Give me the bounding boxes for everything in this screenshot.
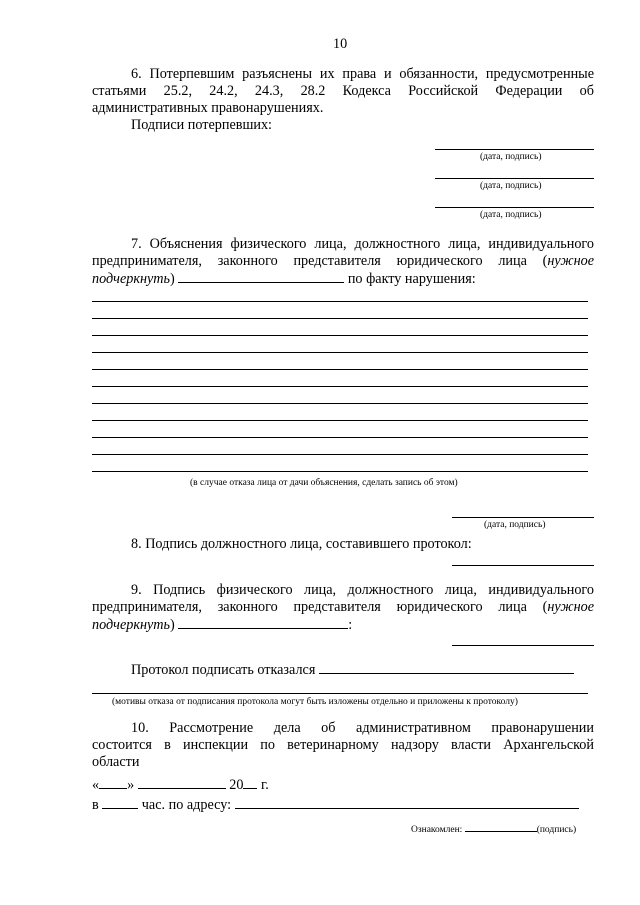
refusal-label: Протокол подписать отказался <box>131 661 574 679</box>
s7-date-signature-line[interactable] <box>452 517 594 518</box>
s10-line3: области <box>92 754 140 770</box>
officer-signature-line[interactable] <box>452 565 594 566</box>
victim-signature-line-3[interactable] <box>435 207 594 208</box>
explanation-line[interactable] <box>92 420 588 421</box>
explanation-line[interactable] <box>92 335 588 336</box>
address-field[interactable] <box>235 796 579 809</box>
explanation-line[interactable] <box>92 301 588 302</box>
victim-signature-line-1[interactable] <box>435 149 594 150</box>
s6-line1: 6. Потерпевшим разъяснены их права и обязанности, предусмотренные <box>131 66 594 82</box>
explanation-line[interactable] <box>92 437 588 438</box>
s7-underline-hint: подчеркнуть <box>92 271 171 287</box>
s9-line2-italic: нужное <box>547 599 594 615</box>
hour-field[interactable] <box>102 796 138 809</box>
s9-underline-hint: подчеркнуть <box>92 617 171 633</box>
date-signature-caption-1: (дата, подпись) <box>480 152 542 162</box>
s8-label: 8. Подпись должностного лица, составившего протокол: <box>131 536 472 552</box>
s7-violation-label: по факту нарушения: <box>347 271 476 287</box>
date-signature-caption-3: (дата, подпись) <box>480 210 542 220</box>
explanation-line[interactable] <box>92 352 588 353</box>
s6-line2: статьями 25.2, 24.2, 24.3, 28.2 Кодекса Российской Федерации об <box>92 83 594 99</box>
s9-person-field[interactable] <box>178 616 348 629</box>
day-field[interactable] <box>99 776 127 789</box>
refusal-note: (в случае отказа лица от дачи объяснения, сделать запись об этом) <box>190 478 458 488</box>
hearing-date: « » 20 г. <box>92 777 269 793</box>
s9-line2 <box>92 599 594 616</box>
s10-line2: состоится в инспекции по ветеринарному надзору власти Архангельской <box>92 737 594 753</box>
s7-line3: подчеркнуть) по факту нарушения: <box>92 271 476 287</box>
page-number: 10 <box>333 36 348 52</box>
victim-signature-line-2[interactable] <box>435 178 594 179</box>
explanation-line[interactable] <box>92 386 588 387</box>
month-field[interactable] <box>138 776 226 789</box>
hearing-time-address: в час. по адресу: <box>92 796 579 814</box>
s10-line1: 10. Рассмотрение дела об административном правонарушении <box>131 720 594 736</box>
explanation-line[interactable] <box>92 318 588 319</box>
date-signature-caption-2: (дата, подпись) <box>480 181 542 191</box>
refusal-motive-note: (мотивы отказа от подписания протокола могут быть изложены отдельно и приложены к протоколу) <box>112 697 518 707</box>
s9-signature-line[interactable] <box>452 645 594 646</box>
s7-date-signature-caption: (дата, подпись) <box>484 520 546 530</box>
acknowledged: Ознакомлен: (подпись) <box>411 822 576 836</box>
s9-line2-text: предпринимателя, законного представителя юридического лица ( <box>92 599 548 615</box>
s7-line2-text: предпринимателя, законного представителя юридического лица ( <box>92 253 548 269</box>
acknowledged-signature-field[interactable] <box>465 822 537 832</box>
s6-line3: административных правонарушениях. <box>92 100 324 116</box>
explanation-line[interactable] <box>92 454 588 455</box>
explanation-line[interactable] <box>92 403 588 404</box>
refusal-field[interactable] <box>319 661 574 674</box>
s7-line1: 7. Объяснения физического лица, должностного лица, индивидуального <box>131 236 594 252</box>
refusal-motive-line[interactable] <box>92 693 588 694</box>
s7-line2 <box>92 253 594 270</box>
s7-line2-italic: нужное <box>547 253 594 269</box>
s9-line3: подчеркнуть) : <box>92 617 353 633</box>
s9-line1: 9. Подпись физического лица, должностного лица, индивидуального <box>131 582 594 598</box>
explanation-line[interactable] <box>92 471 588 472</box>
explanation-line[interactable] <box>92 369 588 370</box>
s6-signatures-label: Подписи потерпевших: <box>131 117 273 133</box>
s7-person-field[interactable] <box>178 270 344 283</box>
year-field[interactable] <box>243 776 257 789</box>
